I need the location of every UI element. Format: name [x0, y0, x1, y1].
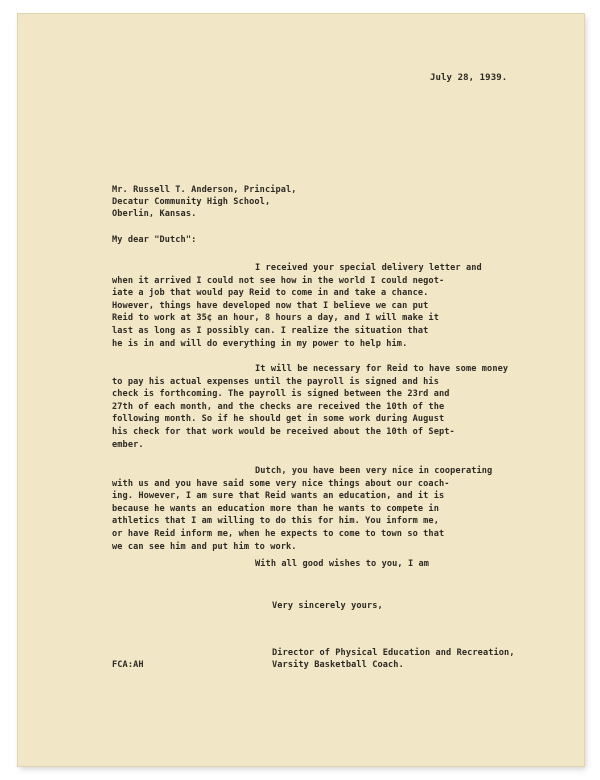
closing-wish: With all good wishes to you, I am	[255, 559, 430, 569]
paragraph-line: or have Reid inform me, when he expects to come to town so that	[112, 528, 445, 539]
paragraph-line: I received your special delivery letter and	[255, 263, 482, 273]
paragraph-2	[112, 363, 542, 451]
address-line-2: Decatur Community High School,	[112, 197, 271, 207]
reference-initials: FCA:AH	[112, 660, 144, 670]
salutation: My dear "Dutch":	[112, 235, 197, 245]
paragraph-line: It will be necessary for Reid to have some money	[255, 364, 509, 374]
paragraph-line: following month. So if he should get in some work during August	[112, 414, 445, 425]
paragraph-line: However, things have developed now that I believe we can put	[112, 300, 429, 311]
paragraph-line: he is in and will do everything in my power to help him.	[112, 338, 408, 349]
paragraph-line: with us and you have said some very nice things about our coach-	[112, 478, 450, 489]
paragraph-line: we can see him and put him to work.	[112, 541, 297, 552]
paragraph-line: athletics that I am willing to do this for him. You inform me,	[112, 516, 439, 527]
paragraph-line: iate a job that would pay Reid to come in and take a chance.	[112, 288, 429, 299]
paragraph-line: 27th of each month, and the checks are received the 10th of the	[112, 401, 445, 412]
paragraph-line: his check for that work would be received about the 10th of Sept-	[112, 426, 455, 437]
paragraph-line: ember.	[112, 439, 144, 450]
signature-title-line-1: Director of Physical Education and Recreation,	[272, 648, 515, 658]
paragraph-line: when it arrived I could not see how in the world I could negot-	[112, 275, 445, 286]
address-line-1: Mr. Russell T. Anderson, Principal,	[112, 185, 297, 195]
paragraph-line: Reid to work at 35¢ an hour, 8 hours a day, and I will make it	[112, 313, 439, 324]
letter-date: July 28, 1939.	[430, 73, 508, 83]
paragraph-line: to pay his actual expenses until the payroll is signed and his	[112, 376, 439, 387]
paragraph-line: check is forthcoming. The payroll is signed between the 23rd and	[112, 389, 450, 400]
paragraph-line: because he wants an education more than he wants to compete in	[112, 503, 439, 514]
closing: Very sincerely yours,	[272, 601, 383, 611]
letter-page	[18, 14, 584, 766]
paragraph-1	[112, 262, 542, 350]
signature-title-line-2: Varsity Basketball Coach.	[272, 660, 404, 670]
address-line-3: Oberlin, Kansas.	[112, 209, 197, 219]
paragraph-line: last as long as I possibly can. I realize the situation that	[112, 325, 429, 336]
paragraph-3	[112, 465, 542, 553]
paragraph-line: Dutch, you have been very nice in cooperating	[255, 466, 493, 476]
paragraph-line: ing. However, I am sure that Reid wants an education, and it is	[112, 491, 445, 502]
